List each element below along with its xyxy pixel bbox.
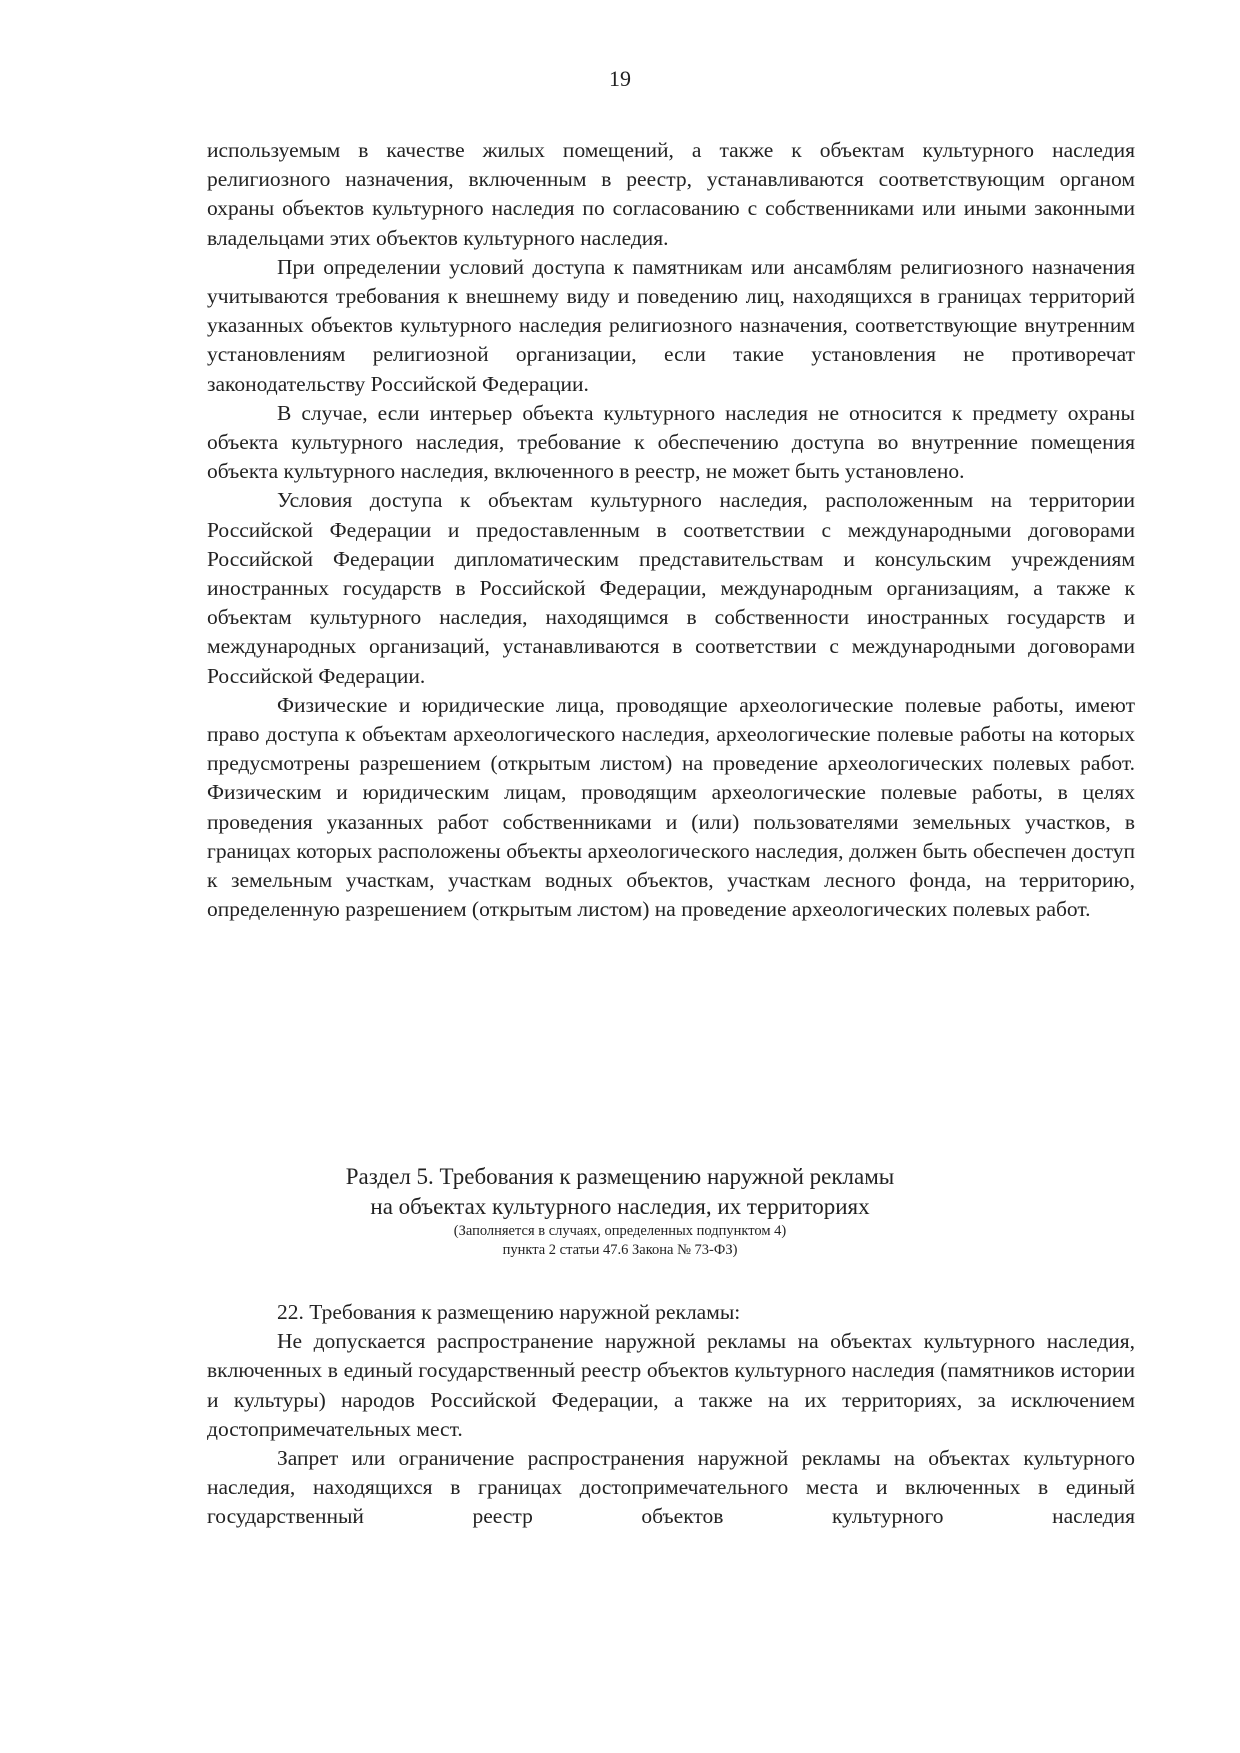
paragraph: Запрет или ограничение распространения наружной рекламы на объектах культурного наследия, находящихся в границах достопримечательного места и включенных в единый государственный реестр объектов культурного наследия (207, 1446, 1135, 1529)
section-title-line: на объектах культурного наследия, их территориях (370, 1194, 870, 1219)
paragraph: Физические и юридические лица, проводящие археологические полевые работы, имеют право доступа к объектам археологического наследия, археологические полевые работы на которых предусмотрены разрешением (открытым листом) на проведение археологических полевых работ. Физическим и юридическим лицам, проводящим археологические полевые работы, в целях проведения указанных работ собственниками и (или) пользователями земельных участков, в границах которых расположены объекты археологического наследия, должен быть обеспечен доступ к земельным участкам, участкам водных объектов, участкам лесного фонда, на территорию, определенную разрешением (открытым листом) на проведение археологических полевых работ. (207, 692, 1135, 922)
paragraph: При определении условий доступа к памятникам или ансамблям религиозного назначения учитываются требования к внешнему виду и поведению лиц, находящихся в границах территорий указанных объектов культурного наследия религиозного назначения, соответствующие внутренним установлениям религиозной организации, если такие установления не противоречат законодательству Российской Федерации. (207, 254, 1135, 396)
item-heading: 22. Требования к размещению наружной рекламы: (277, 1300, 741, 1324)
item-22 (207, 1298, 1135, 1532)
section-heading (0, 1162, 1240, 1260)
section-note-line: (Заполняется в случаях, определенных подпунктом 4) (453, 1223, 787, 1239)
section-note-line: пункта 2 статьи 47.6 Закона № 73-ФЗ) (502, 1242, 738, 1258)
paragraph: Условия доступа к объектам культурного наследия, расположенным на территории Российской Федерации и предоставленным в соответствии с международными договорами Российской Федерации дипломатическим представительствам и консульским учреждениям иностранных государств в Российской Федерации, международным организациям, а также к объектам культурного наследия, находящимся в собственности иностранных государств и международных организаций, устанавливаются в соответствии с международными договорами Российской Федерации. (207, 488, 1135, 688)
paragraph: Не допускается распространение наружной рекламы на объектах культурного наследия, включенных в единый государственный реестр объектов культурного наследия (памятников истории и культуры) народов Российской Федерации, а также на их территориях, за исключением достопримечательных мест. (207, 1329, 1135, 1441)
page-number: 19 (609, 66, 631, 91)
paragraph: В случае, если интерьер объекта культурного наследия не относится к предмету охраны объекта культурного наследия, требование к обеспечению доступа во внутренние помещения объекта культурного наследия, включенного в реестр, не может быть установлено. (207, 400, 1135, 484)
body-text-top (207, 136, 1135, 924)
paragraph: используемым в качестве жилых помещений, а также к объектам культурного наследия религиозного назначения, включенным в реестр, устанавливаются соответствующим органом охраны объектов культурного наследия по согласованию с собственниками или иными законными владельцами этих объектов культурного наследия. (207, 138, 1135, 250)
section-title-line: Раздел 5. Требования к размещению наружной рекламы (345, 1164, 895, 1189)
